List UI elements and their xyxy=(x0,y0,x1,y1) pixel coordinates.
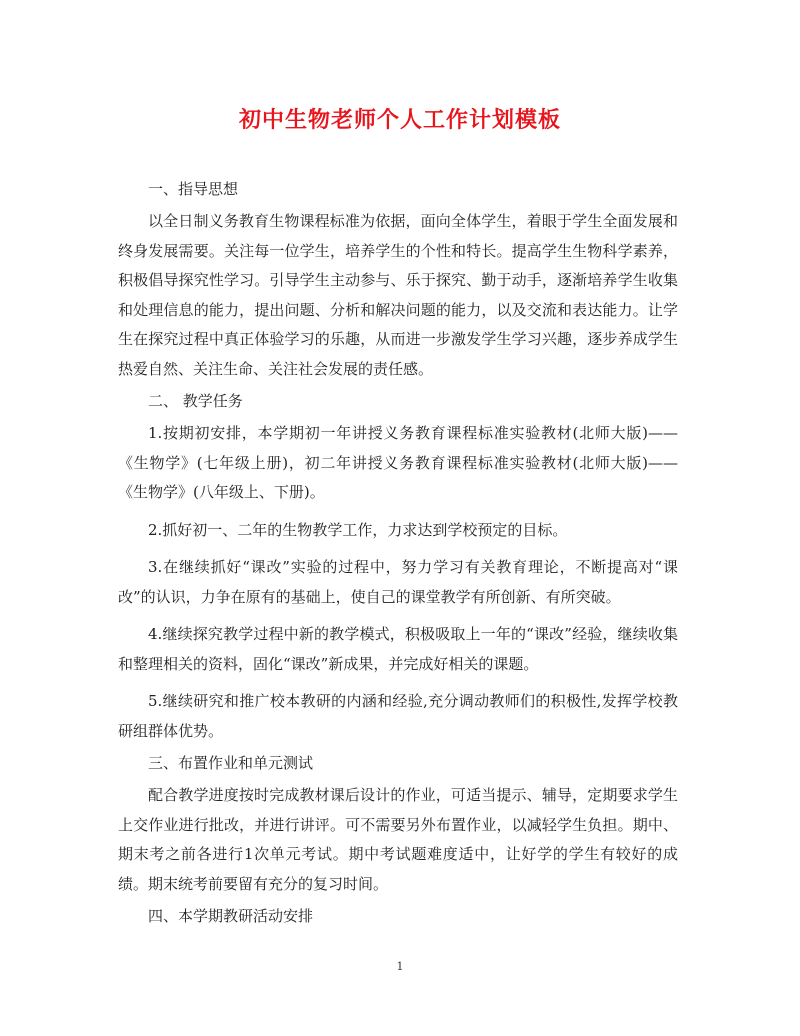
section-heading-guiding-ideology: 一、指导思想 xyxy=(148,180,239,198)
page-number: 1 xyxy=(396,960,404,973)
paragraph-guiding-ideology: 以全日制义务教育生物课程标准为依据，面向全体学生，着眼于学生全面发展和终身发展需要。关注每一位学生，培养学生的个性和特长。提高学生生物科学素养，积极倡导探究性学习。引导学生主动参与、乐于探究、勤于动手，逐渐培养学生收集和处理信息的能力，提出问题、分析和解决问题的能力，以及交流和表达能力。让学生在探究过程中真正体验学习的乐趣，从而进一步激发学生学习兴趣，逐步养成学生热爱自然、关注生命、关注社会发展的责任感。 xyxy=(118,212,678,378)
section-heading-teaching-tasks: 二、 教学任务 xyxy=(148,392,243,410)
paragraph-homework-tests: 配合教学进度按时完成教材课后设计的作业，可适当提示、辅导，定期要求学生上交作业进行批改，并进行讲评。可不需要另外布置作业，以减轻学生负担。期中、期末考之前各进行1次单元考试。期中考试题难度适中，让好学的学生有较好的成绩。期末统考前要留有充分的复习时间。 xyxy=(118,786,678,893)
paragraph-task-4: 4.继续探究教学过程中新的教学模式，积极吸取上一年的“课改”经验，继续收集和整理相关的资料，固化“课改”新成果，并完成好相关的课题。 xyxy=(118,625,678,673)
document-body xyxy=(118,172,678,934)
document-title: 初中生物老师个人工作计划模板 xyxy=(238,107,561,133)
section-heading-research-activities: 四、本学期教研活动安排 xyxy=(148,907,314,925)
section-heading-homework-tests: 三、布置作业和单元测试 xyxy=(148,754,314,772)
paragraph-task-1: 1.按期初安排，本学期初一年讲授义务教育课程标准实验教材(北师大版)——《生物学》(七年级上册)，初二年讲授义务教育课程标准实验教材(北师大版)——《生物学》(八年级上、下册)。 xyxy=(118,424,678,501)
paragraph-task-3: 3.在继续抓好“课改”实验的过程中，努力学习有关教育理论，不断提高对“课改”的认识，力争在原有的基础上，使自己的课堂教学有所创新、有所突破。 xyxy=(118,558,678,606)
paragraph-task-2: 2.抓好初一、二年的生物教学工作，力求达到学校预定的目标。 xyxy=(148,520,568,539)
paragraph-task-5: 5.继续研究和推广校本教研的内涵和经验,充分调动教师们的积极性,发挥学校教研组群体优势。 xyxy=(118,692,678,740)
